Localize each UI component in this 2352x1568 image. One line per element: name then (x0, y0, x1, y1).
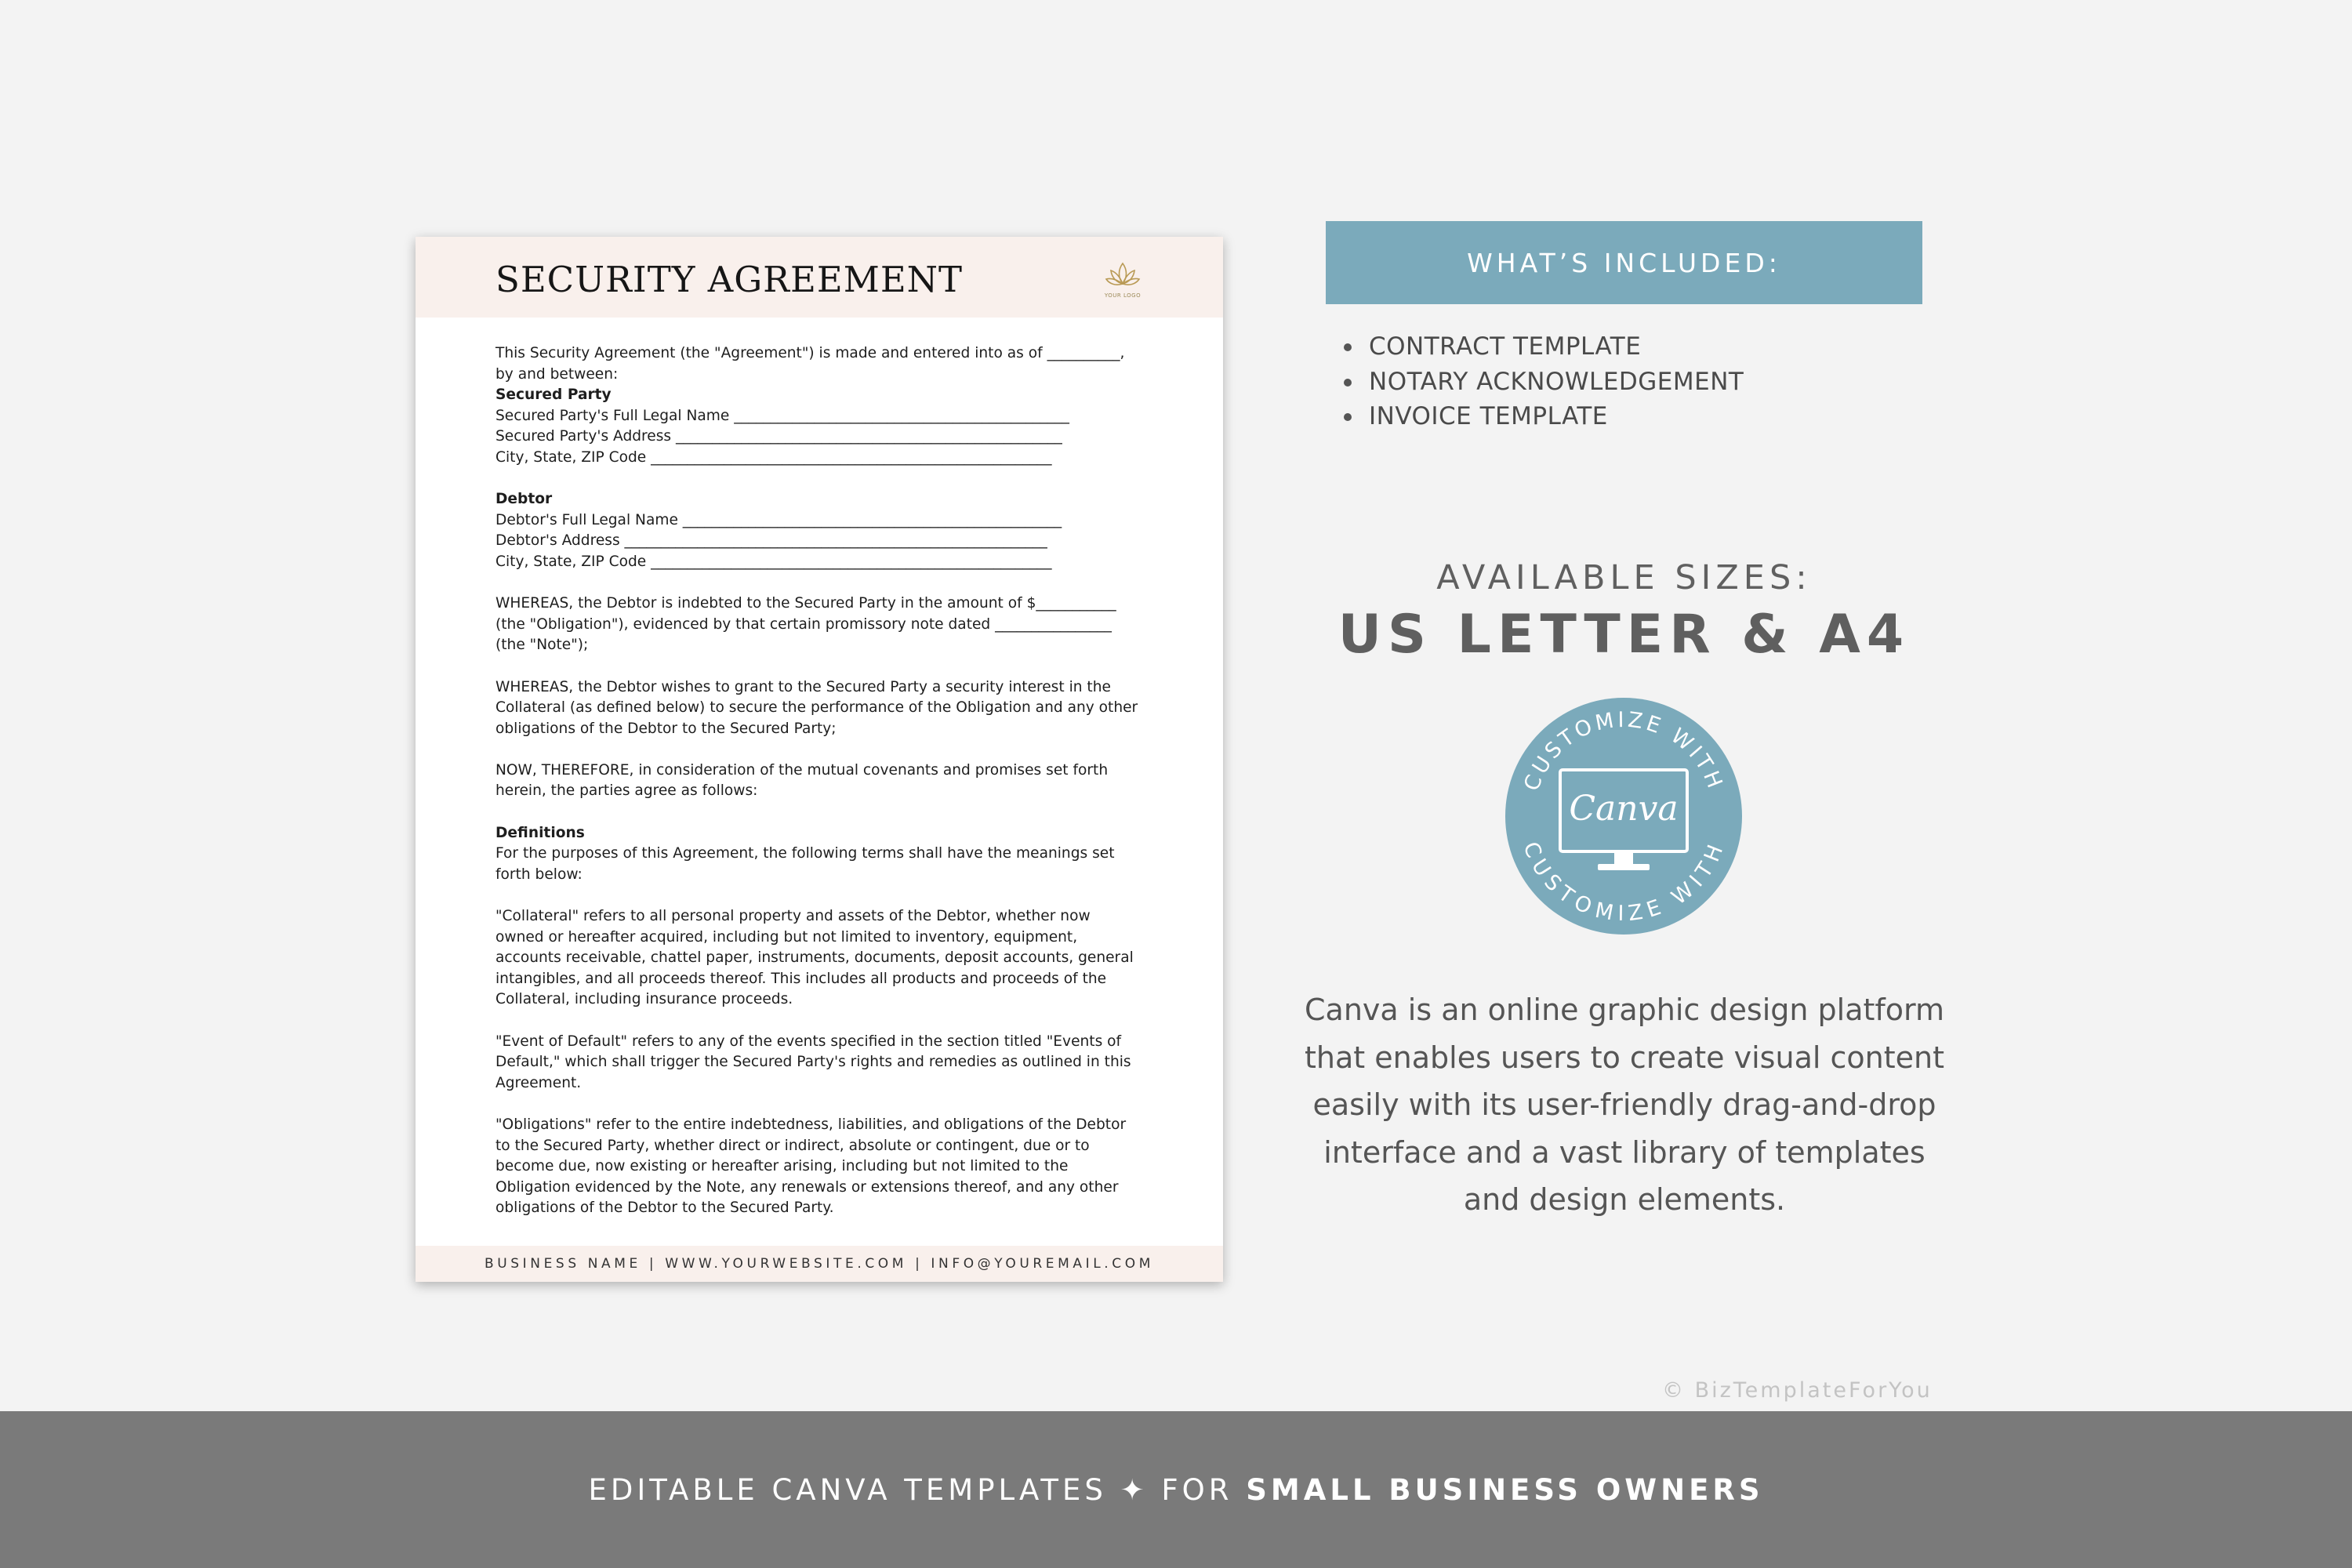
secured-party-city-field: City, State, ZIP Code _______________________________________________________ (495, 448, 1052, 466)
debtor-name-field: Debtor's Full Legal Name ____________________________________________________ (495, 511, 1062, 528)
document-body (495, 343, 1154, 1240)
banner-text-bold: SMALL BUSINESS OWNERS (1246, 1472, 1764, 1507)
bottom-banner (0, 1411, 2352, 1568)
available-sizes-label: AVAILABLE SIZES: (1436, 558, 1812, 597)
event-of-default-definition: "Event of Default" refers to any of the events specified in the section titled "Events of Default," which shall trigger the Secured Party's rights and remedies as outlined in this Agreement. (495, 1033, 1131, 1091)
canva-badge-graphic (1505, 698, 1742, 935)
obligations-definition: "Obligations" refer to the entire indebtedness, liabilities, and obligations of the Debtor to the Secured Party, whether direct or indirect, absolute or contingent, due or to become due, now existing or hereafter arising, including but not limited to the Obligation evidenced by the Note, any renewals or extensions thereof, and any other obligations of the Debtor to the Secured Party. (495, 1116, 1127, 1217)
bullet-icon (1344, 413, 1352, 421)
definitions-section: Definitions For the purposes of this Agreement, the following terms shall have the meanings set forth below: (495, 823, 1154, 886)
document-footer-text: BUSINESS NAME | WWW.YOURWEBSITE.COM | INFO@YOUREMAIL.COM (484, 1256, 1155, 1272)
banner-text (589, 1473, 1764, 1507)
document-title: SECURITY AGREEMENT (495, 259, 964, 300)
customize-with-canva-badge (1505, 698, 1742, 935)
canva-description: Canva is an online graphic design platform that enables users to create visual content easily with its user-friendly drag-and-drop interface and a vast library of templates and design elements. (1305, 993, 1944, 1217)
logo-placeholder (1100, 260, 1145, 306)
document-footer (416, 1246, 1223, 1282)
banner-text-regular: EDITABLE CANVA TEMPLATES ✦ FOR (588, 1472, 1247, 1507)
definitions-heading: Definitions (495, 824, 585, 841)
whereas-paragraph-1: WHEREAS, the Debtor is indebted to the Secured Party in the amount of $___________ (the "Obligation"), evidenced by that certain promissory note dated ________________ (the "Note"); (495, 595, 1116, 654)
debtor-heading: Debtor (495, 491, 553, 508)
bullet-icon (1344, 343, 1352, 351)
debtor-address-field: Debtor's Address __________________________________________________________ (495, 532, 1047, 550)
now-therefore-paragraph: NOW, THEREFORE, in consideration of the mutual covenants and promises set forth herein, the parties agree as follows: (495, 761, 1109, 800)
debtor-city-field: City, State, ZIP Code _______________________________________________________ (495, 553, 1052, 570)
whats-included-heading: WHAT’S INCLUDED: (1467, 247, 1781, 278)
secured-party-name-field: Secured Party's Full Legal Name ______________________________________________ (495, 407, 1069, 424)
secured-party-heading: Secured Party (495, 387, 612, 404)
bullet-icon (1344, 379, 1352, 387)
list-item: INVOICE TEMPLATE (1341, 399, 1744, 434)
whats-included-badge (1326, 221, 1922, 304)
badge-ring-text-top: CUSTOMIZE WITH (1519, 707, 1728, 795)
lotus-icon (1105, 260, 1141, 292)
document-header (416, 237, 1223, 318)
debtor-section (495, 489, 1154, 572)
whereas-paragraph-2: WHEREAS, the Debtor wishes to grant to the Secured Party a security interest in the Collateral (as defined below) to secure the performance of the Obligation and any other obligations of the Debtor to the Secured Party; (495, 678, 1138, 737)
intro-paragraph: This Security Agreement (the "Agreement") is made and entered into as of __________, by and between: Secured Party Secured Party's Full Legal Name ______________________________________________ Secured Party's Address _____________________________________________________ City, State, ZIP Code _______________________________________________________ (495, 343, 1154, 469)
badge-ring-text-bottom: CUSTOMIZE WITH (1518, 838, 1730, 927)
canva-screen-text: Canva (1569, 789, 1679, 829)
available-sizes-value: US LETTER & A4 (1338, 604, 1911, 666)
included-list (1341, 329, 1744, 434)
logo-text: YOUR LOGO (1104, 292, 1142, 299)
document-preview (416, 237, 1223, 1282)
list-item: NOTARY ACKNOWLEDGEMENT (1341, 365, 1744, 400)
copyright-text: © BizTemplateForYou (1662, 1378, 1933, 1403)
collateral-definition: "Collateral" refers to all personal property and assets of the Debtor, whether now owned or hereafter acquired, including but not limited to inventory, equipment, accounts receivable, chattel paper, instruments, documents, deposit accounts, general intangibles, and all proceeds thereof. This includes all products and proceeds of the Collateral, including insurance proceeds. (495, 908, 1134, 1008)
list-item: CONTRACT TEMPLATE (1341, 329, 1744, 365)
secured-party-address-field: Secured Party's Address _____________________________________________________ (495, 428, 1062, 445)
